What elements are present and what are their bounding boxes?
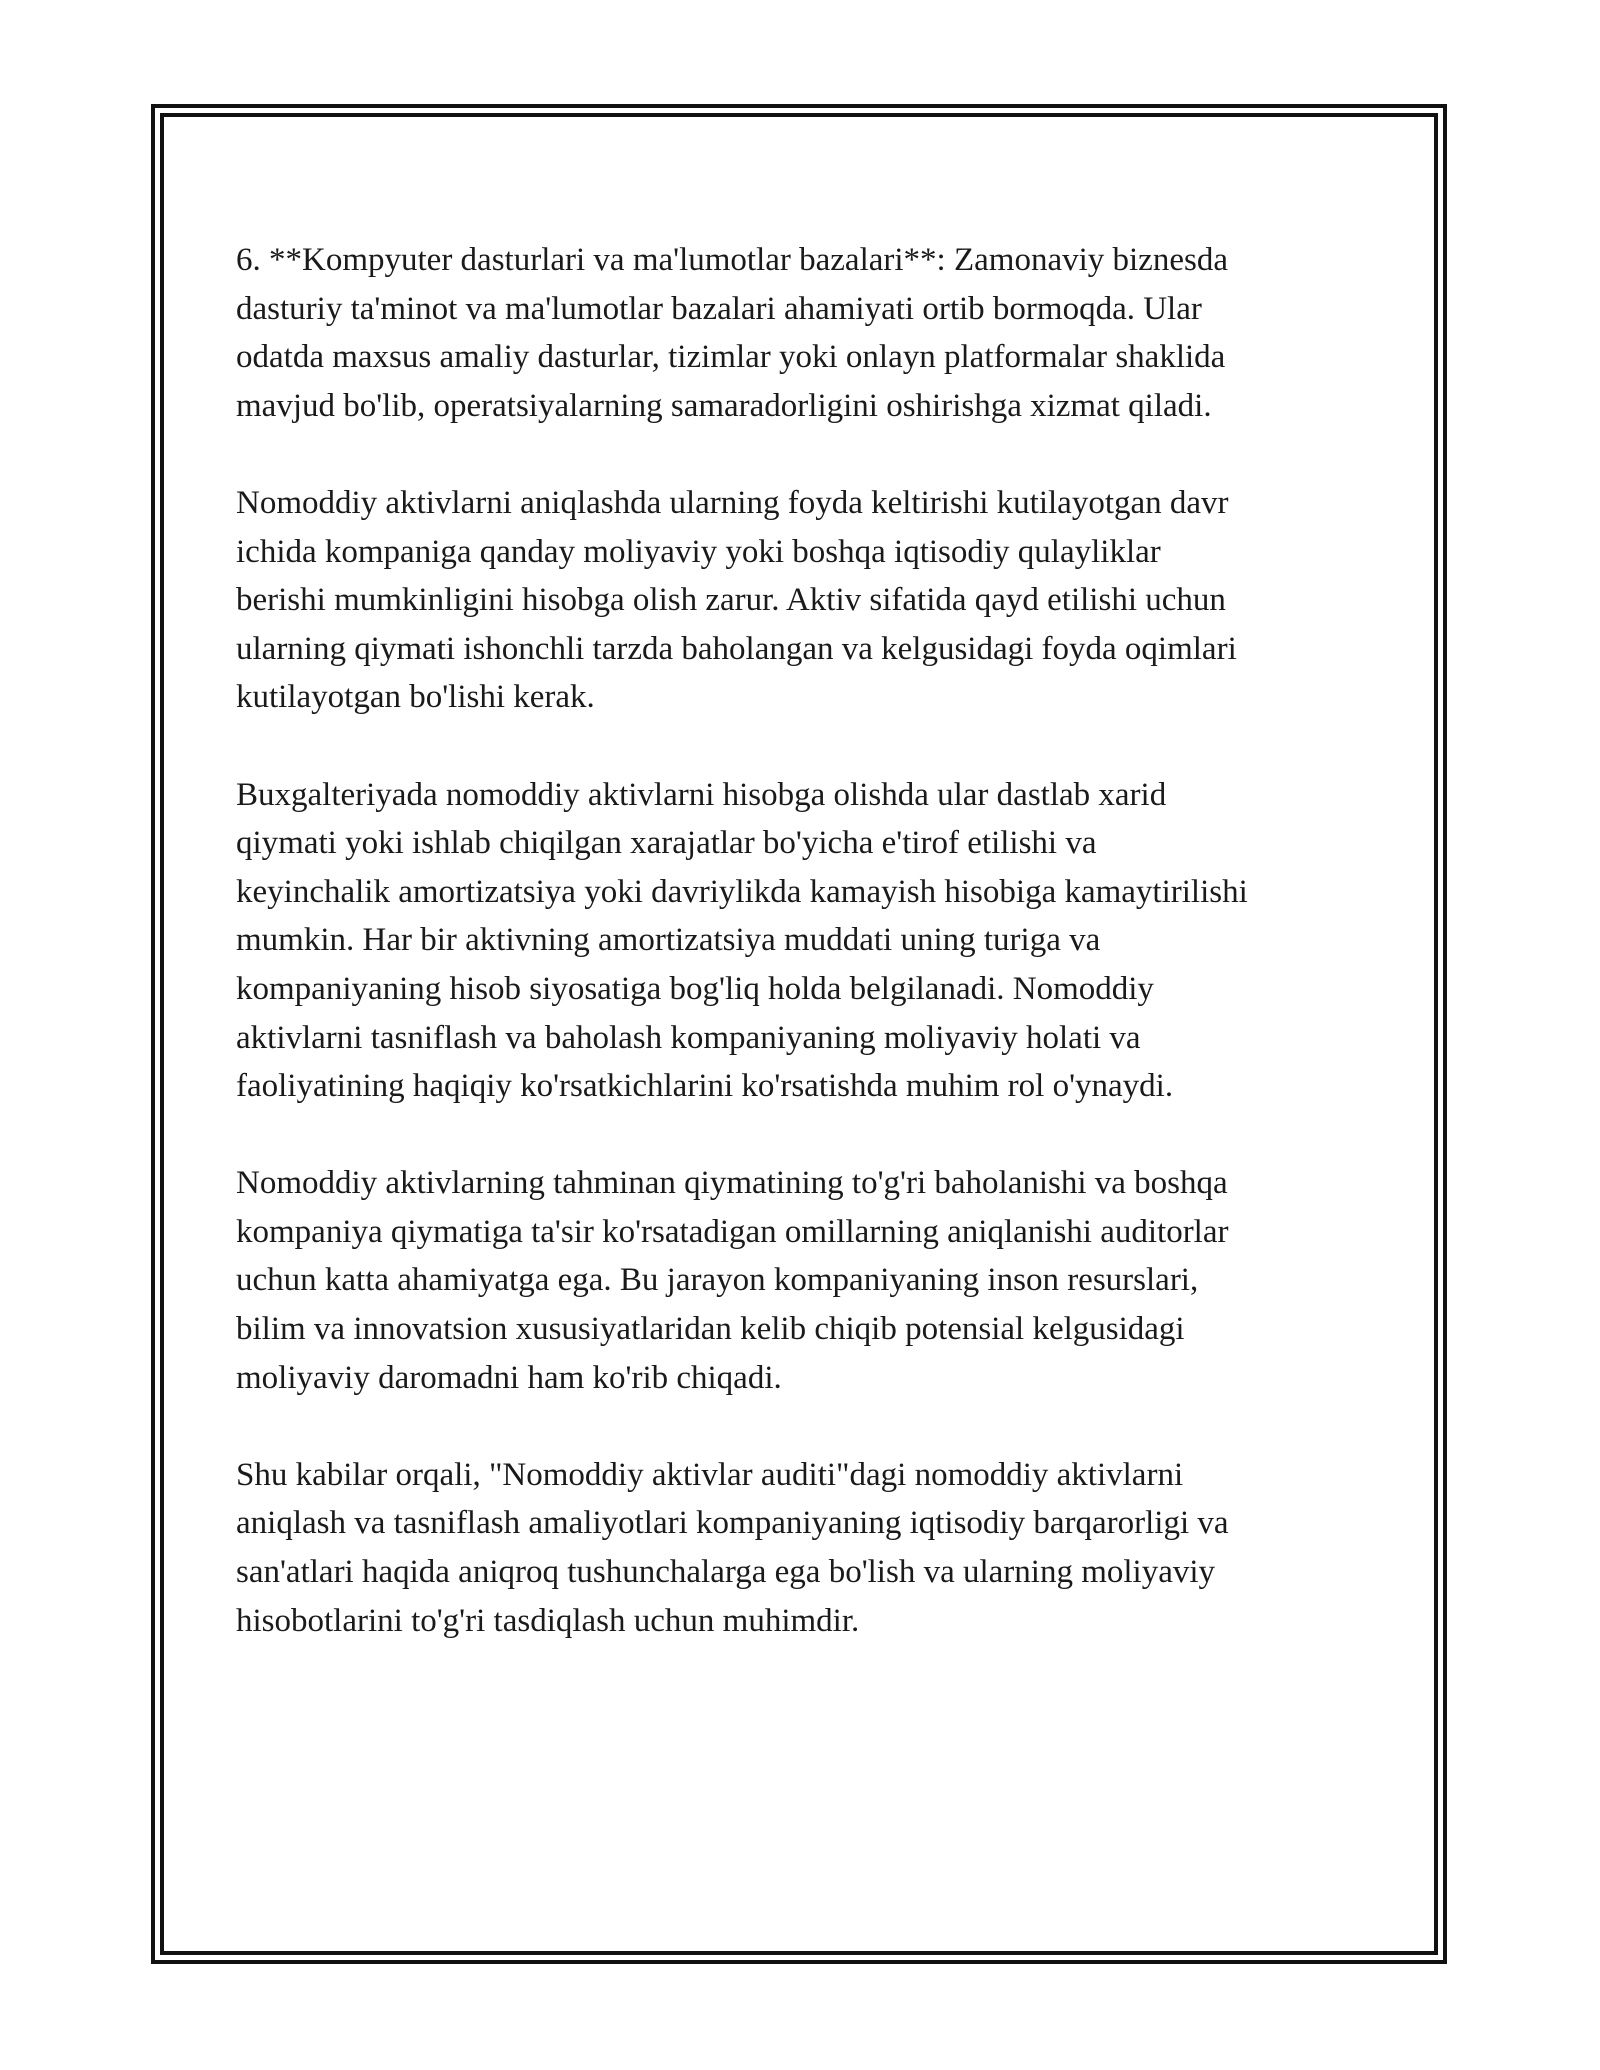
paragraph-valuation: Nomoddiy aktivlarning tahminan qiymatining to'g'ri baholanishi va boshqa kompaniya qiymatiga ta'sir ko'rsatadigan omillarning aniqlanishi auditorlar uchun katta ahamiyatga ega. Bu jarayon kompaniyaning inson resurslari, bilim va innovatsion xususiyatlaridan kelib chiqib potensial kelgusidagi moliyaviy daromadni ham ko'rib chiqadi. [236, 1165, 1229, 1396]
paragraph-conclusion: Shu kabilar orqali, "Nomoddiy aktivlar auditi"dagi nomoddiy aktivlarni aniqlash va tasniflash amaliyotlari kompaniyaning iqtisodiy barqarorligi va san'atlari haqida aniqroq tushunchalarga ega bo'lish va ularning moliyaviy hisobotlarini to'g'ri tasdiqlash uchun muhimdir. [236, 1456, 1229, 1639]
document-body [236, 236, 1376, 1694]
paragraph-software-databases: 6. **Kompyuter dasturlari va ma'lumotlar bazalari**: Zamonaviy biznesda dasturiy ta'minot va ma'lumotlar bazalari ahamiyati ortib bormoqda. Ular odatda maxsus amaliy dasturlar, tizimlar yoki onlayn platformalar shaklida mavjud bo'lib, operatsiyalarning samaradorligini oshirishga xizmat qiladi. [236, 242, 1228, 424]
paragraph-identification: Nomoddiy aktivlarni aniqlashda ularning foyda keltirishi kutilayotgan davr ichida kompaniga qanday moliyaviy yoki boshqa iqtisodiy qulayliklar berishi mumkinligini hisobga olish zarur. Aktiv sifatida qayd etilishi uchun ularning qiymati ishonchli tarzda baholangan va kelgusidagi foyda oqimlari kutilayotgan bo'lishi kerak. [236, 484, 1237, 716]
paragraph-accounting: Buxgalteriyada nomoddiy aktivlarni hisobga olishda ular dastlab xarid qiymati yoki ishlab chiqilgan xarajatlar bo'yicha e'tirof etilishi va keyinchalik amortizatsiya yoki davriylikda kamayish hisobiga kamaytirilishi mumkin. Har bir aktivning amortizatsiya muddati uning turiga va kompaniyaning hisob siyosatiga bog'liq holda belgilanadi. Nomoddiy aktivlarni tasniflash va baholash kompaniyaning moliyaviy holati va faoliyatining haqiqiy ko'rsatkichlarini ko'rsatishda muhim rol o'ynaydi. [236, 776, 1248, 1105]
